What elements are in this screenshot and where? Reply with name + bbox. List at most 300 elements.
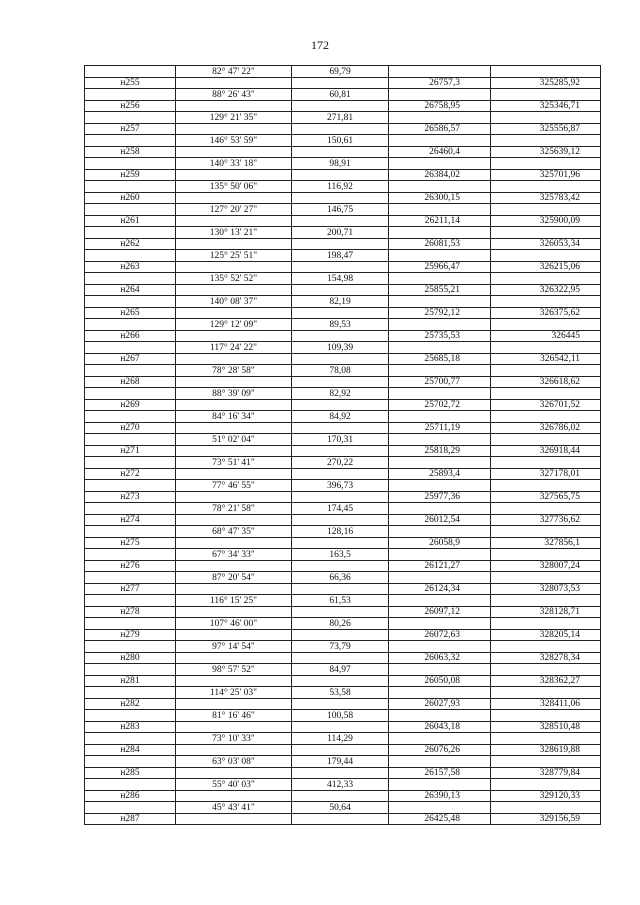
x-coordinate: [389, 802, 491, 814]
point-name: [85, 342, 176, 354]
point-row: [85, 813, 601, 825]
segment-row: [85, 457, 601, 469]
y-coordinate: [491, 641, 601, 653]
point-name: н279: [85, 629, 176, 641]
distance-cell: [292, 813, 389, 825]
distance-cell: [292, 560, 389, 572]
x-coordinate: [389, 618, 491, 630]
distance-cell: 200,71: [292, 227, 389, 239]
x-coordinate: 26043,18: [389, 721, 491, 733]
y-coordinate: [491, 434, 601, 446]
segment-row: [85, 480, 601, 492]
y-coordinate: 328128,71: [491, 606, 601, 618]
y-coordinate: [491, 296, 601, 308]
distance-cell: [292, 238, 389, 250]
angle-cell: [176, 790, 292, 802]
point-name: н275: [85, 537, 176, 549]
point-name: н266: [85, 330, 176, 342]
x-coordinate: [389, 319, 491, 331]
x-coordinate: [389, 158, 491, 170]
point-row: [85, 261, 601, 273]
angle-cell: 87° 20' 54": [176, 572, 292, 584]
x-coordinate: 26300,15: [389, 192, 491, 204]
y-coordinate: [491, 227, 601, 239]
y-coordinate: 326701,52: [491, 399, 601, 411]
segment-row: [85, 733, 601, 745]
y-coordinate: [491, 756, 601, 768]
point-name: н271: [85, 445, 176, 457]
point-name: н270: [85, 422, 176, 434]
y-coordinate: 327736,62: [491, 514, 601, 526]
angle-cell: 73° 51' 41": [176, 457, 292, 469]
point-name: [85, 503, 176, 515]
segment-row: [85, 158, 601, 170]
y-coordinate: [491, 66, 601, 78]
x-coordinate: 26425,48: [389, 813, 491, 825]
angle-cell: [176, 514, 292, 526]
angle-cell: [176, 629, 292, 641]
x-coordinate: [389, 273, 491, 285]
x-coordinate: [389, 296, 491, 308]
point-row: [85, 146, 601, 158]
angle-cell: 73° 10' 33": [176, 733, 292, 745]
distance-cell: 116,92: [292, 181, 389, 193]
point-row: [85, 330, 601, 342]
x-coordinate: 25966,47: [389, 261, 491, 273]
point-name: н265: [85, 307, 176, 319]
point-name: н286: [85, 790, 176, 802]
distance-cell: 128,16: [292, 526, 389, 538]
x-coordinate: [389, 135, 491, 147]
x-coordinate: 25702,72: [389, 399, 491, 411]
y-coordinate: 326053,34: [491, 238, 601, 250]
distance-cell: 154,98: [292, 273, 389, 285]
point-row: [85, 491, 601, 503]
x-coordinate: [389, 779, 491, 791]
segment-row: [85, 503, 601, 515]
distance-cell: [292, 721, 389, 733]
x-coordinate: [389, 733, 491, 745]
point-row: [85, 100, 601, 112]
y-coordinate: [491, 664, 601, 676]
segment-row: [85, 66, 601, 78]
point-name: н285: [85, 767, 176, 779]
y-coordinate: [491, 388, 601, 400]
segment-row: [85, 296, 601, 308]
y-coordinate: [491, 480, 601, 492]
angle-cell: 45° 43' 41": [176, 802, 292, 814]
table-body: [85, 66, 601, 825]
segment-row: [85, 365, 601, 377]
y-coordinate: 328510,48: [491, 721, 601, 733]
y-coordinate: [491, 204, 601, 216]
angle-cell: 125° 25' 51": [176, 250, 292, 262]
point-row: [85, 606, 601, 618]
x-coordinate: [389, 572, 491, 584]
point-name: [85, 135, 176, 147]
distance-cell: 98,91: [292, 158, 389, 170]
point-name: [85, 687, 176, 699]
distance-cell: 146,75: [292, 204, 389, 216]
point-row: [85, 169, 601, 181]
distance-cell: 53,58: [292, 687, 389, 699]
distance-cell: 82,92: [292, 388, 389, 400]
point-row: [85, 77, 601, 89]
angle-cell: 88° 39' 09": [176, 388, 292, 400]
point-name: [85, 66, 176, 78]
y-coordinate: [491, 618, 601, 630]
y-coordinate: [491, 411, 601, 423]
x-coordinate: 26586,57: [389, 123, 491, 135]
y-coordinate: [491, 687, 601, 699]
point-name: н263: [85, 261, 176, 273]
distance-cell: [292, 353, 389, 365]
x-coordinate: 26121,27: [389, 560, 491, 572]
distance-cell: 198,47: [292, 250, 389, 262]
y-coordinate: 326786,02: [491, 422, 601, 434]
point-row: [85, 652, 601, 664]
angle-cell: [176, 583, 292, 595]
segment-row: [85, 618, 601, 630]
x-coordinate: 26063,32: [389, 652, 491, 664]
angle-cell: [176, 330, 292, 342]
distance-cell: [292, 307, 389, 319]
angle-cell: 135° 52' 52": [176, 273, 292, 285]
x-coordinate: 26058,9: [389, 537, 491, 549]
segment-row: [85, 411, 601, 423]
angle-cell: 51° 02' 04": [176, 434, 292, 446]
point-row: [85, 767, 601, 779]
point-name: н284: [85, 744, 176, 756]
distance-cell: 114,29: [292, 733, 389, 745]
point-name: [85, 710, 176, 722]
angle-cell: 68° 47' 35": [176, 526, 292, 538]
point-name: [85, 549, 176, 561]
point-name: [85, 756, 176, 768]
segment-row: [85, 181, 601, 193]
x-coordinate: 25700,77: [389, 376, 491, 388]
point-name: н273: [85, 491, 176, 503]
x-coordinate: 26124,34: [389, 583, 491, 595]
y-coordinate: 327178,01: [491, 468, 601, 480]
distance-cell: 174,45: [292, 503, 389, 515]
y-coordinate: 326618,62: [491, 376, 601, 388]
point-name: [85, 227, 176, 239]
x-coordinate: [389, 89, 491, 101]
x-coordinate: [389, 526, 491, 538]
angle-cell: 97° 14' 54": [176, 641, 292, 653]
x-coordinate: [389, 549, 491, 561]
angle-cell: [176, 215, 292, 227]
point-name: [85, 434, 176, 446]
x-coordinate: 25818,29: [389, 445, 491, 457]
point-name: н261: [85, 215, 176, 227]
distance-cell: [292, 652, 389, 664]
x-coordinate: [389, 641, 491, 653]
y-coordinate: [491, 135, 601, 147]
x-coordinate: [389, 227, 491, 239]
angle-cell: 63° 03' 08": [176, 756, 292, 768]
angle-cell: [176, 192, 292, 204]
x-coordinate: 26072,63: [389, 629, 491, 641]
distance-cell: [292, 606, 389, 618]
distance-cell: [292, 698, 389, 710]
y-coordinate: 325900,09: [491, 215, 601, 227]
distance-cell: 109,39: [292, 342, 389, 354]
point-name: [85, 572, 176, 584]
distance-cell: 60,81: [292, 89, 389, 101]
angle-cell: 77° 46' 55": [176, 480, 292, 492]
distance-cell: [292, 514, 389, 526]
distance-cell: 50,64: [292, 802, 389, 814]
distance-cell: [292, 169, 389, 181]
x-coordinate: 25855,21: [389, 284, 491, 296]
point-name: н257: [85, 123, 176, 135]
distance-cell: [292, 767, 389, 779]
segment-row: [85, 112, 601, 124]
y-coordinate: 326375,62: [491, 307, 601, 319]
angle-cell: [176, 307, 292, 319]
point-name: н281: [85, 675, 176, 687]
point-name: [85, 802, 176, 814]
distance-cell: 89,53: [292, 319, 389, 331]
angle-cell: [176, 560, 292, 572]
point-name: н268: [85, 376, 176, 388]
point-name: [85, 250, 176, 262]
angle-cell: [176, 123, 292, 135]
point-row: [85, 514, 601, 526]
x-coordinate: [389, 66, 491, 78]
point-name: [85, 618, 176, 630]
point-row: [85, 468, 601, 480]
point-row: [85, 307, 601, 319]
distance-cell: 84,97: [292, 664, 389, 676]
angle-cell: [176, 491, 292, 503]
x-coordinate: [389, 112, 491, 124]
y-coordinate: 329120,33: [491, 790, 601, 802]
x-coordinate: 26390,13: [389, 790, 491, 802]
coordinates-table: [84, 65, 601, 825]
x-coordinate: [389, 480, 491, 492]
x-coordinate: 26157,58: [389, 767, 491, 779]
x-coordinate: 25735,53: [389, 330, 491, 342]
distance-cell: [292, 491, 389, 503]
angle-cell: 107° 46' 00": [176, 618, 292, 630]
angle-cell: 116° 15' 25": [176, 595, 292, 607]
point-row: [85, 675, 601, 687]
x-coordinate: 26758,95: [389, 100, 491, 112]
angle-cell: [176, 169, 292, 181]
distance-cell: [292, 744, 389, 756]
x-coordinate: 26757,3: [389, 77, 491, 89]
y-coordinate: 328411,06: [491, 698, 601, 710]
distance-cell: [292, 192, 389, 204]
y-coordinate: [491, 181, 601, 193]
angle-cell: [176, 261, 292, 273]
y-coordinate: [491, 273, 601, 285]
point-name: [85, 733, 176, 745]
x-coordinate: 25685,18: [389, 353, 491, 365]
angle-cell: [176, 675, 292, 687]
x-coordinate: [389, 595, 491, 607]
distance-cell: 78,08: [292, 365, 389, 377]
distance-cell: [292, 675, 389, 687]
point-name: н262: [85, 238, 176, 250]
y-coordinate: 326542,11: [491, 353, 601, 365]
point-name: н274: [85, 514, 176, 526]
point-name: [85, 365, 176, 377]
angle-cell: [176, 77, 292, 89]
x-coordinate: 26050,08: [389, 675, 491, 687]
x-coordinate: [389, 664, 491, 676]
x-coordinate: 26384,02: [389, 169, 491, 181]
point-name: н264: [85, 284, 176, 296]
angle-cell: [176, 468, 292, 480]
distance-cell: 61,53: [292, 595, 389, 607]
y-coordinate: 326918,44: [491, 445, 601, 457]
point-name: [85, 388, 176, 400]
y-coordinate: [491, 158, 601, 170]
angle-cell: 114° 25' 03": [176, 687, 292, 699]
y-coordinate: 329156,59: [491, 813, 601, 825]
distance-cell: [292, 537, 389, 549]
point-name: н276: [85, 560, 176, 572]
x-coordinate: [389, 204, 491, 216]
point-row: [85, 284, 601, 296]
point-name: н283: [85, 721, 176, 733]
point-name: [85, 204, 176, 216]
y-coordinate: [491, 342, 601, 354]
x-coordinate: 26027,93: [389, 698, 491, 710]
y-coordinate: 325346,71: [491, 100, 601, 112]
point-row: [85, 215, 601, 227]
y-coordinate: 326215,06: [491, 261, 601, 273]
distance-cell: 150,61: [292, 135, 389, 147]
angle-cell: [176, 767, 292, 779]
angle-cell: 140° 08' 37": [176, 296, 292, 308]
angle-cell: 146° 53' 59": [176, 135, 292, 147]
point-name: н282: [85, 698, 176, 710]
angle-cell: [176, 445, 292, 457]
segment-row: [85, 687, 601, 699]
point-name: н267: [85, 353, 176, 365]
angle-cell: 67° 34' 33": [176, 549, 292, 561]
angle-cell: 127° 20' 27": [176, 204, 292, 216]
distance-cell: [292, 445, 389, 457]
angle-cell: 117° 24' 22": [176, 342, 292, 354]
y-coordinate: [491, 250, 601, 262]
y-coordinate: 325285,92: [491, 77, 601, 89]
angle-cell: 129° 21' 35": [176, 112, 292, 124]
point-row: [85, 744, 601, 756]
y-coordinate: [491, 733, 601, 745]
point-row: [85, 192, 601, 204]
point-row: [85, 537, 601, 549]
distance-cell: 82,19: [292, 296, 389, 308]
angle-cell: [176, 606, 292, 618]
point-name: [85, 158, 176, 170]
x-coordinate: 26076,26: [389, 744, 491, 756]
x-coordinate: 26460,4: [389, 146, 491, 158]
x-coordinate: [389, 756, 491, 768]
y-coordinate: [491, 365, 601, 377]
distance-cell: 100,58: [292, 710, 389, 722]
angle-cell: [176, 652, 292, 664]
point-name: [85, 411, 176, 423]
x-coordinate: [389, 687, 491, 699]
y-coordinate: [491, 710, 601, 722]
x-coordinate: 25792,12: [389, 307, 491, 319]
distance-cell: 170,31: [292, 434, 389, 446]
x-coordinate: 26012,54: [389, 514, 491, 526]
angle-cell: [176, 399, 292, 411]
distance-cell: 73,79: [292, 641, 389, 653]
distance-cell: [292, 146, 389, 158]
segment-row: [85, 802, 601, 814]
segment-row: [85, 434, 601, 446]
y-coordinate: [491, 503, 601, 515]
point-name: н269: [85, 399, 176, 411]
angle-cell: [176, 376, 292, 388]
distance-cell: [292, 77, 389, 89]
distance-cell: [292, 215, 389, 227]
distance-cell: 163,5: [292, 549, 389, 561]
y-coordinate: 328073,53: [491, 583, 601, 595]
point-row: [85, 629, 601, 641]
point-row: [85, 583, 601, 595]
x-coordinate: [389, 457, 491, 469]
point-name: н259: [85, 169, 176, 181]
angle-cell: 81° 16' 46": [176, 710, 292, 722]
y-coordinate: 328205,14: [491, 629, 601, 641]
x-coordinate: [389, 411, 491, 423]
x-coordinate: [389, 710, 491, 722]
distance-cell: 84,92: [292, 411, 389, 423]
point-name: н280: [85, 652, 176, 664]
x-coordinate: [389, 181, 491, 193]
point-name: [85, 319, 176, 331]
distance-cell: 270,22: [292, 457, 389, 469]
angle-cell: 135° 50' 06": [176, 181, 292, 193]
angle-cell: [176, 422, 292, 434]
point-name: [85, 296, 176, 308]
point-name: [85, 273, 176, 285]
angle-cell: [176, 813, 292, 825]
point-name: н278: [85, 606, 176, 618]
x-coordinate: [389, 434, 491, 446]
x-coordinate: 26081,53: [389, 238, 491, 250]
point-row: [85, 560, 601, 572]
point-name: [85, 457, 176, 469]
x-coordinate: [389, 388, 491, 400]
point-name: [85, 779, 176, 791]
point-row: [85, 399, 601, 411]
point-row: [85, 445, 601, 457]
angle-cell: [176, 698, 292, 710]
point-name: [85, 595, 176, 607]
segment-row: [85, 595, 601, 607]
point-name: н260: [85, 192, 176, 204]
distance-cell: [292, 123, 389, 135]
distance-cell: [292, 399, 389, 411]
angle-cell: 55° 40' 03": [176, 779, 292, 791]
point-name: н258: [85, 146, 176, 158]
distance-cell: [292, 422, 389, 434]
x-coordinate: 25893,4: [389, 468, 491, 480]
distance-cell: 69,79: [292, 66, 389, 78]
segment-row: [85, 710, 601, 722]
segment-row: [85, 572, 601, 584]
